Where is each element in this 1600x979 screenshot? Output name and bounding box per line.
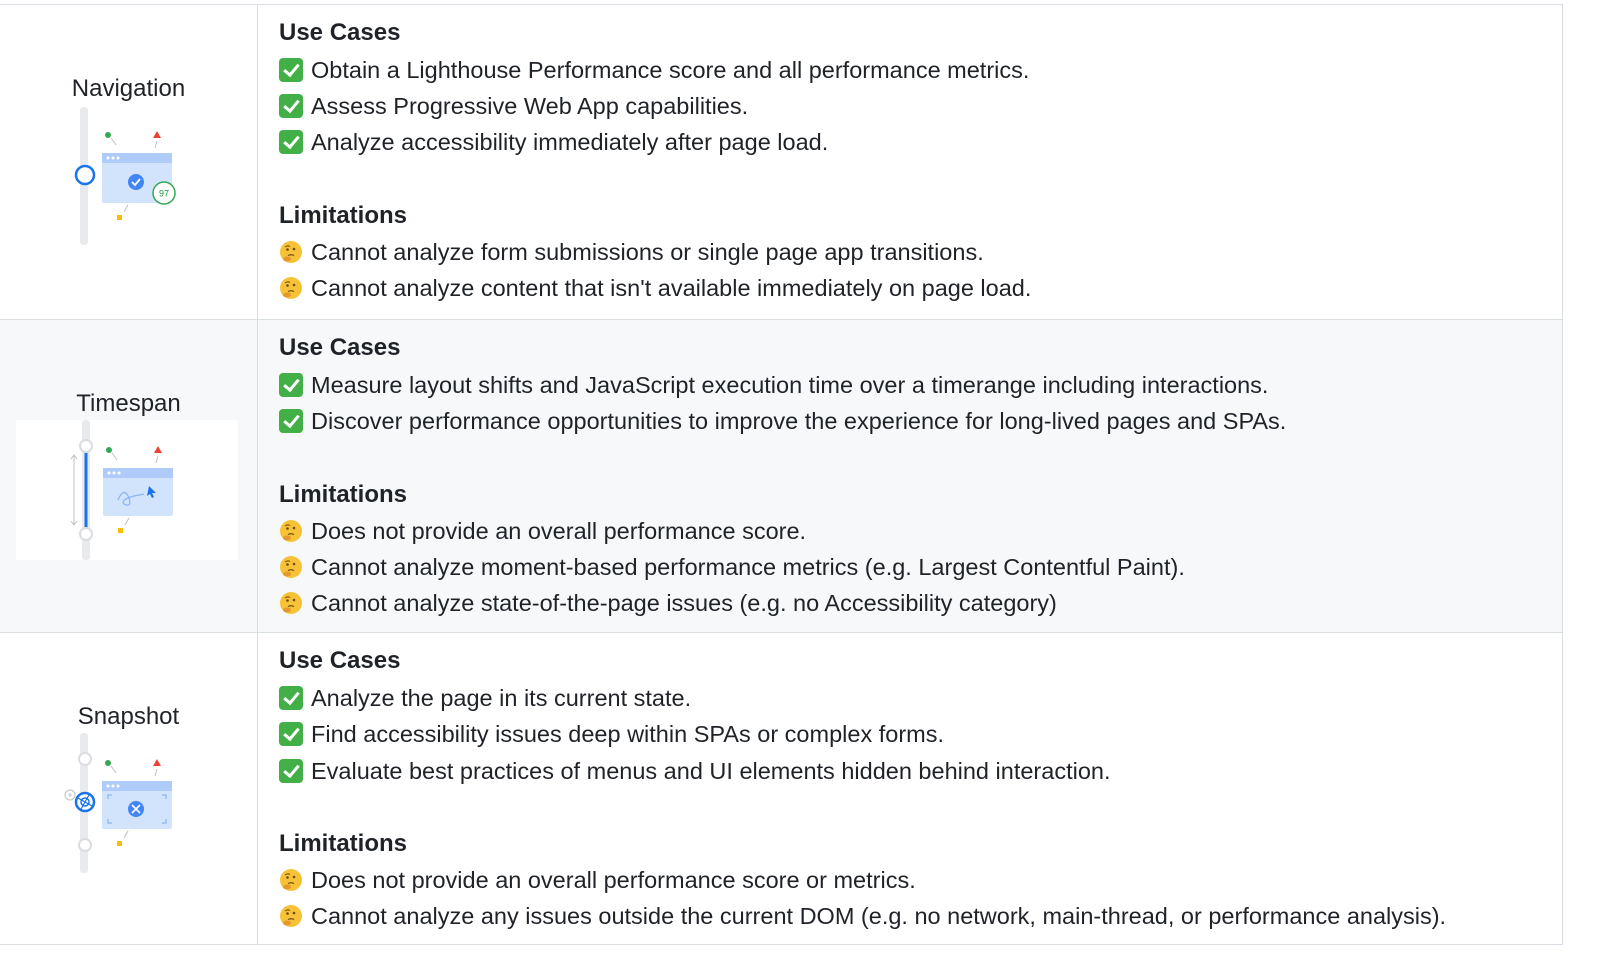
thinking-face-emoji-icon: [279, 591, 303, 615]
use-cases-heading: Use Cases: [279, 19, 401, 46]
thinking-face-emoji-icon: [279, 555, 303, 579]
limitation-item: Cannot analyze moment-based performance metrics (e.g. Largest Contentful Paint).: [279, 552, 1185, 582]
check-mark-emoji-icon: [279, 759, 303, 783]
description-cell: [258, 5, 1562, 319]
mode-name: Snapshot: [77, 703, 180, 730]
check-mark-emoji-icon: [279, 130, 303, 154]
score-badge-text: 97: [158, 188, 170, 199]
mode-name: Timespan: [76, 390, 181, 417]
use-case-item: Evaluate best practices of menus and UI elements hidden behind interaction.: [279, 756, 1110, 786]
use-case-item: Find accessibility issues deep within SPAs or complex forms.: [279, 719, 944, 749]
table-row-navigation: [0, 5, 1563, 320]
table-row-timespan: [0, 320, 1563, 633]
snapshot-illustration: [60, 733, 190, 873]
check-mark-emoji-icon: [279, 722, 303, 746]
limitation-item: Cannot analyze content that isn't available immediately on page load.: [279, 273, 1031, 303]
thinking-face-emoji-icon: [279, 519, 303, 543]
limitation-item: Does not provide an overall performance score or metrics.: [279, 865, 916, 895]
use-case-item: Discover performance opportunities to improve the experience for long-lived pages and SPAs.: [279, 406, 1286, 436]
thinking-face-emoji-icon: [279, 240, 303, 264]
description-cell: [258, 320, 1562, 632]
thinking-face-emoji-icon: [279, 276, 303, 300]
table-row-snapshot: [0, 633, 1563, 945]
thinking-face-emoji-icon: [279, 904, 303, 928]
mode-cell: [0, 320, 258, 632]
timespan-illustration: [16, 420, 238, 560]
use-case-item: Assess Progressive Web App capabilities.: [279, 91, 748, 121]
limitation-item: Does not provide an overall performance score.: [279, 516, 806, 546]
use-case-item: Analyze accessibility immediately after page load.: [279, 127, 828, 157]
limitations-heading: Limitations: [279, 202, 408, 229]
navigation-illustration: [60, 105, 190, 247]
limitation-item: Cannot analyze state-of-the-page issues (e.g. no Accessibility category): [279, 588, 1057, 618]
mode-cell: [0, 633, 258, 944]
description-cell: [258, 633, 1562, 944]
use-case-item: Measure layout shifts and JavaScript execution time over a timerange including interactions.: [279, 370, 1268, 400]
lighthouse-modes-table: [0, 4, 1563, 945]
use-case-item: Obtain a Lighthouse Performance score and all performance metrics.: [279, 55, 1029, 85]
check-mark-emoji-icon: [279, 373, 303, 397]
mode-name: Navigation: [71, 75, 186, 102]
limitations-heading: Limitations: [279, 481, 408, 508]
check-mark-emoji-icon: [279, 58, 303, 82]
use-cases-heading: Use Cases: [279, 334, 401, 361]
check-mark-emoji-icon: [279, 686, 303, 710]
check-mark-emoji-icon: [279, 94, 303, 118]
use-cases-heading: Use Cases: [279, 647, 401, 674]
limitation-item: Cannot analyze form submissions or single page app transitions.: [279, 237, 984, 267]
use-case-item: Analyze the page in its current state.: [279, 683, 691, 713]
thinking-face-emoji-icon: [279, 868, 303, 892]
check-mark-emoji-icon: [279, 409, 303, 433]
mode-cell: [0, 5, 258, 319]
limitation-item: Cannot analyze any issues outside the current DOM (e.g. no network, main-thread, or performance analysis).: [279, 901, 1446, 931]
limitations-heading: Limitations: [279, 830, 408, 857]
